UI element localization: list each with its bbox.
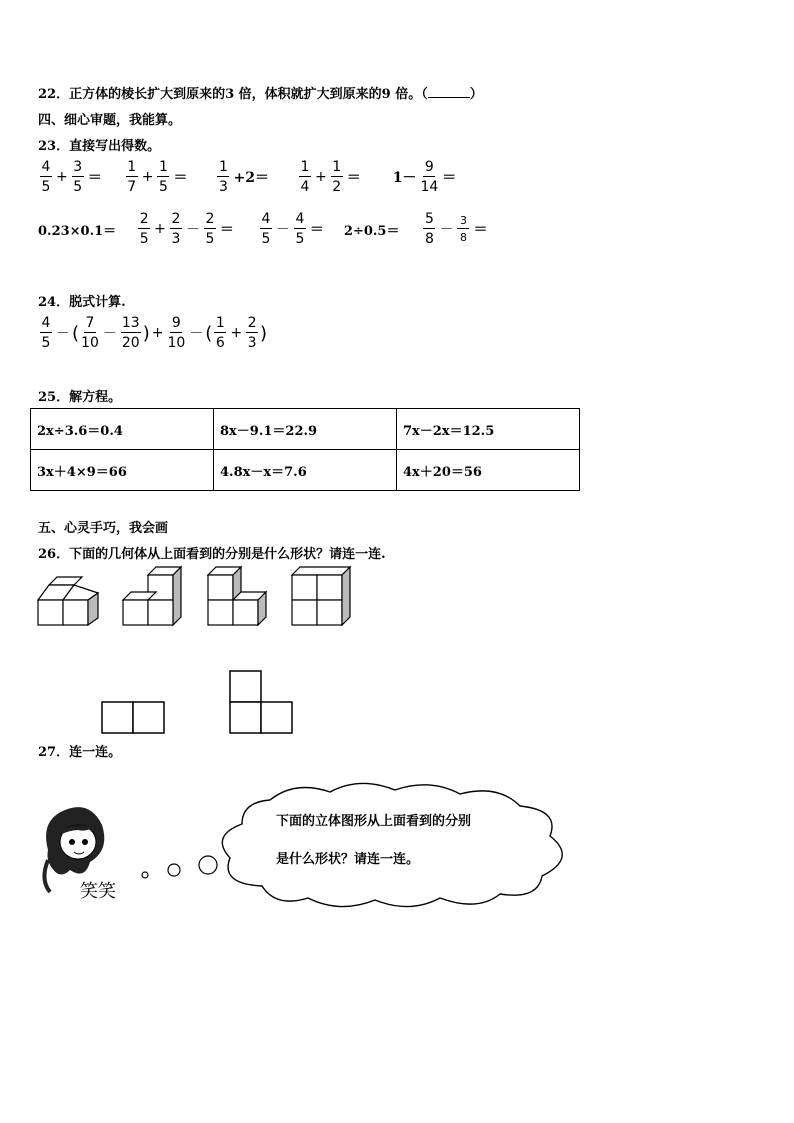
question-25-title: 25．解方程。: [38, 390, 122, 405]
top-view-shapes: [95, 665, 305, 737]
q23-item-9: 2÷0.5＝: [343, 223, 400, 239]
question-26-title: 26．下面的几何体从上面看到的分别是什么形状？请连一连.: [38, 547, 386, 562]
equation-cell: 2x÷3.6＝0.4: [31, 409, 214, 450]
q23-item-1: $\frac{4}{5}$ + $\frac{3}{5}$ ＝: [41, 159, 102, 195]
character-label: 笑笑: [80, 881, 116, 902]
equation-cell: 7x－2x＝12.5: [397, 409, 580, 450]
q23-item-10: $\frac{5}{8}$ － $\frac{3}{8}$ ＝: [425, 211, 488, 247]
q23-item-8: $\frac{4}{5}$ － $\frac{4}{5}$ ＝: [261, 211, 324, 247]
equation-cell: 4.8x－x＝7.6: [214, 450, 397, 491]
question-22-close: ）: [469, 87, 483, 102]
cloud-text-line-1: 下面的立体图形从上面看到的分别: [276, 814, 472, 829]
cube-solids-figure: [30, 562, 370, 634]
q23-row-2: [38, 212, 489, 246]
equation-cell: 8x－9.1＝22.9: [214, 409, 397, 450]
question-23-title: 23．直接写出得数。: [38, 139, 161, 154]
q24-expression: $\frac{4}{5}$ － ( $\frac{7}{10}$ － $\frac{13}{20}$ ) + $\frac{9}{10}$ － ( $\frac{1}{6}$ + $\frac{2}{3}$ ): [41, 315, 268, 351]
top-view-shape-2: [230, 671, 292, 733]
question-24-title: 24．脱式计算.: [38, 295, 126, 310]
equation-cell: 4x＋20＝56: [397, 450, 580, 491]
solid-3: [208, 567, 266, 625]
q23-item-7: $\frac{2}{5}$ + $\frac{2}{3}$ － $\frac{2}{5}$ ＝: [139, 211, 234, 247]
table-row: [31, 409, 580, 450]
answer-blank[interactable]: [428, 85, 470, 98]
question-22: [38, 83, 483, 102]
q23-item-5: 1－ $\frac{9}{14}$ ＝: [392, 159, 457, 195]
equation-cell: 3x＋4×9＝66: [31, 450, 214, 491]
thought-bubbles: [142, 856, 217, 878]
q23-item-4: $\frac{1}{4}$ + $\frac{1}{2}$ ＝: [300, 159, 361, 195]
question-27-title: 27．连一连。: [38, 745, 122, 760]
equation-table: [30, 408, 580, 491]
thought-cloud: [222, 783, 562, 906]
question-22-text: 22．正方体的棱长扩大到原来的3 倍，体积就扩大到原来的9 倍。（: [38, 87, 428, 102]
table-row: [31, 450, 580, 491]
section-4-heading: 四、细心审题，我能算。: [38, 113, 182, 128]
cloud-text-line-2: 是什么形状？请连一连。: [276, 852, 420, 867]
solid-2: [123, 567, 181, 625]
q23-item-3: $\frac{1}{3}$ +2＝: [219, 159, 269, 195]
q23-item-2: $\frac{1}{7}$ + $\frac{1}{5}$ ＝: [127, 159, 188, 195]
q23-item-6: 0.23×0.1＝: [38, 223, 117, 239]
solid-1: [38, 577, 98, 625]
section-5-heading: 五、心灵手巧，我会画: [38, 521, 169, 536]
top-view-shape-1: [102, 702, 164, 733]
solid-4: [292, 567, 350, 625]
q23-row-1: [38, 160, 458, 194]
